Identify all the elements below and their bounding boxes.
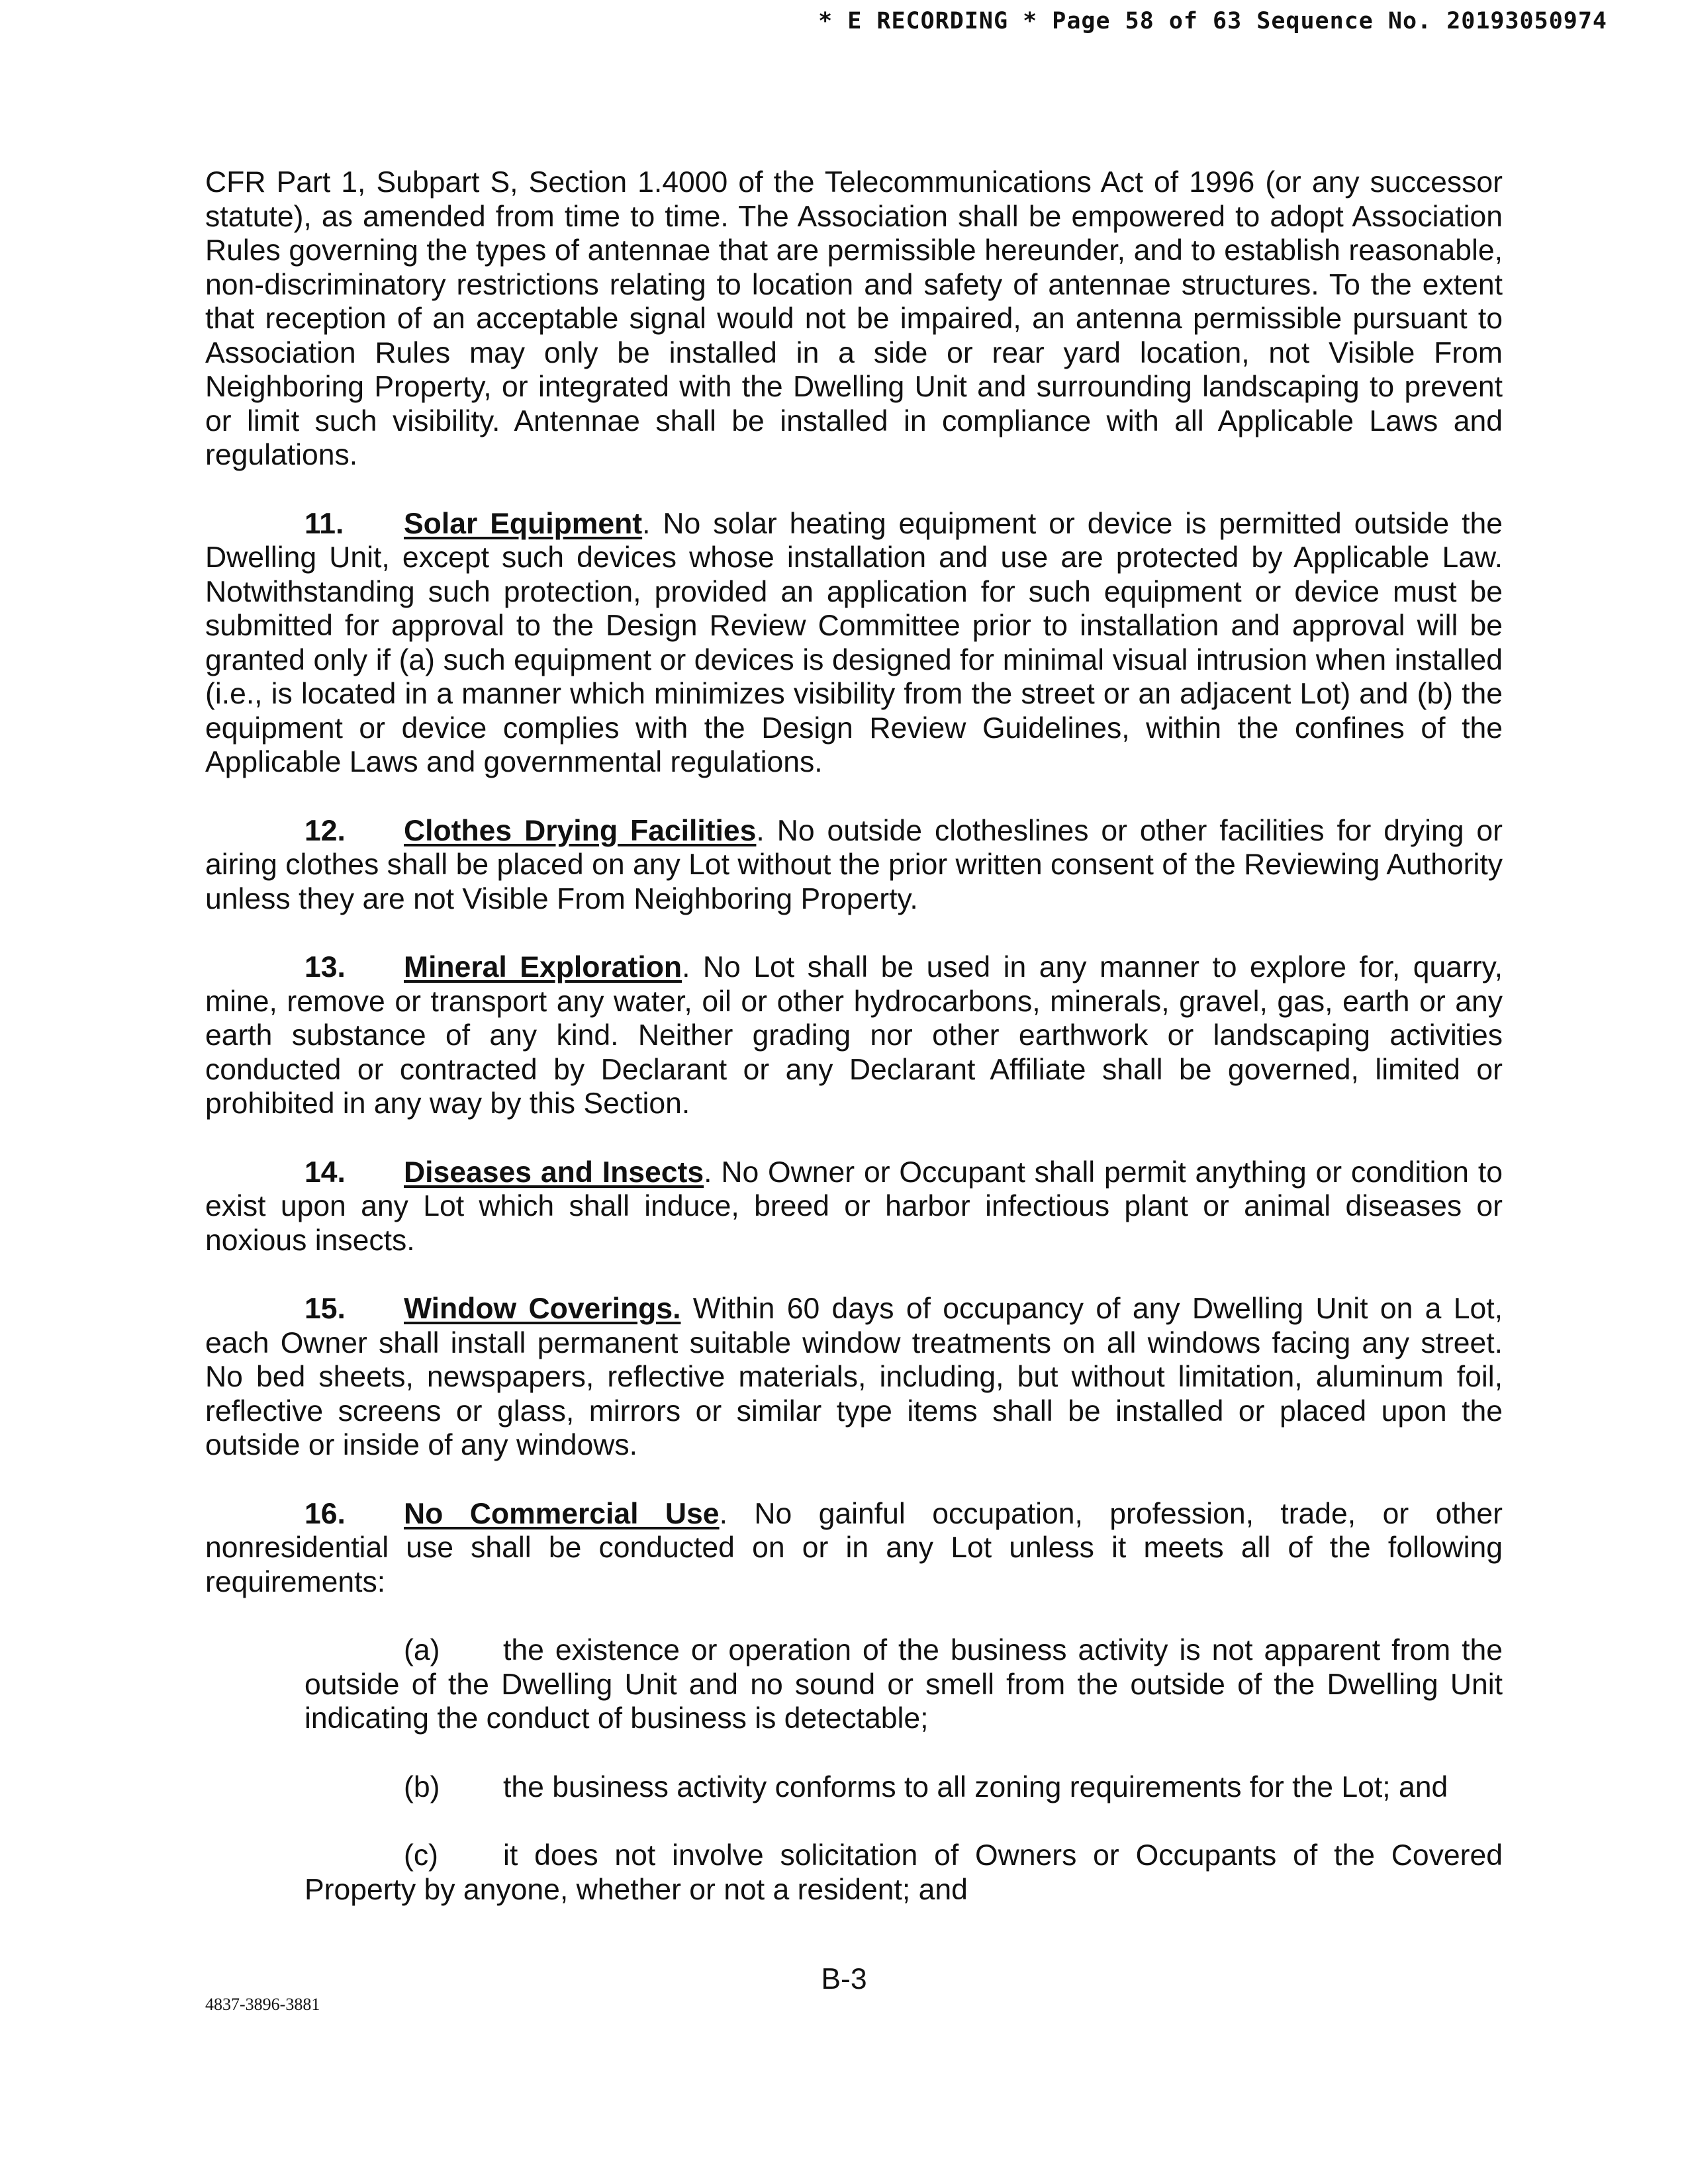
section-number: 11.: [305, 507, 344, 540]
subsection-label: (a): [404, 1634, 440, 1666]
subsection-text: the existence or operation of the business activity is not apparent from the outside of the Dwelling Unit and no sound or smell from the outside of the Dwelling Unit indicating the conduct of business is detectable;: [305, 1634, 1503, 1735]
section-number: 16.: [305, 1497, 346, 1530]
section-14: [205, 1156, 1503, 1258]
section-text: . No gainful occupation, profession, trade, or other nonresidential use shall be conducted on or in any Lot unless it meets all of the following requirements:: [205, 1497, 1503, 1598]
subsection-label: (b): [404, 1770, 440, 1803]
continuation-paragraph: CFR Part 1, Subpart S, Section 1.4000 of the Telecommunications Act of 1996 (or any successor statute), as amended from time to time. The Association shall be empowered to adopt Association Rules governing the types of antennae that are permissible hereunder, and to establish reasonable, non-discriminatory restrictions relating to location and safety of antennae structures. To the extent that reception of an acceptable signal would not be impaired, an antenna permissible pursuant to Association Rules may only be installed in a side or rear yard location, not Visible From Neighboring Property, or integrated with the Dwelling Unit and surrounding landscaping to prevent or limit such visibility. Antennae shall be installed in compliance with all Applicable Laws and regulations.: [205, 166, 1503, 471]
section-title: Mineral Exploration: [404, 951, 682, 983]
subsection-text: it does not involve solicitation of Owners or Occupants of the Covered Property by anyone, whether or not a resident; and: [305, 1839, 1503, 1906]
section-number: 15.: [305, 1293, 346, 1325]
document-id: 4837-3896-3881: [205, 1995, 320, 2014]
section-13: [205, 950, 1503, 1121]
section-11: [205, 507, 1503, 780]
document-body: [205, 165, 1503, 1941]
section-title: No Commercial Use: [404, 1497, 720, 1530]
section-12: [205, 814, 1503, 917]
subsection-label: (c): [404, 1839, 438, 1872]
subsection-text: the business activity conforms to all zoning requirements for the Lot; and: [503, 1770, 1448, 1803]
section-text: Within 60 days of occupancy of any Dwelling Unit on a Lot, each Owner shall install permanent suitable window treatments on all windows facing any street. No bed sheets, newspapers, reflective materials, including, but without limitation, aluminum foil, reflective screens or glass, mirrors or similar type items shall be installed or placed upon the outside or inside of any windows.: [205, 1293, 1503, 1461]
subsection-a: [305, 1633, 1503, 1736]
section-title: Diseases and Insects: [404, 1156, 704, 1189]
subsection-b: [305, 1770, 1503, 1805]
section-number: 12.: [305, 814, 346, 847]
section-title: Window Coverings.: [404, 1293, 681, 1325]
section-number: 14.: [305, 1156, 346, 1189]
page-number: B-3: [821, 1963, 867, 1995]
section-text: . No Owner or Occupant shall permit anything or condition to exist upon any Lot which shall induce, breed or harbor infectious plant or animal diseases or noxious insects.: [205, 1156, 1503, 1257]
section-title: Clothes Drying Facilities: [404, 814, 757, 847]
section-text: . No solar heating equipment or device is permitted outside the Dwelling Unit, except such devices whose installation and use are protected by Applicable Law. Notwithstanding such protection, provided an application for such equipment or device must be submitted for approval to the Design Review Committee prior to installation and approval will be granted only if (a) such equipment or devices is designed for minimal visual intrusion when installed (i.e., is located in a manner which minimizes visibility from the street or an adjacent Lot) and (b) the equipment or device complies with the Design Review Guidelines, within the confines of the Applicable Laws and governmental regulations.: [205, 507, 1503, 778]
section-number: 13.: [305, 951, 346, 983]
subsection-c: [305, 1839, 1503, 1907]
section-15: [205, 1292, 1503, 1463]
recording-header: * E RECORDING * Page 58 of 63 Sequence No. 20193050974: [818, 8, 1607, 34]
section-title: Solar Equipment: [404, 507, 643, 540]
section-text: . No Lot shall be used in any manner to explore for, quarry, mine, remove or transport any water, oil or other hydrocarbons, minerals, gravel, gas, earth or any earth substance of any kind. Neither grading nor other earthwork or landscaping activities conducted or contracted by Declarant or any Declarant Affiliate shall be governed, limited or prohibited in any way by this Section.: [205, 951, 1503, 1120]
section-text: . No outside clotheslines or other facilities for drying or airing clothes shall be placed on any Lot without the prior written consent of the Reviewing Authority unless they are not Visible From Neighboring Property.: [205, 814, 1503, 915]
section-16: [205, 1497, 1503, 1600]
